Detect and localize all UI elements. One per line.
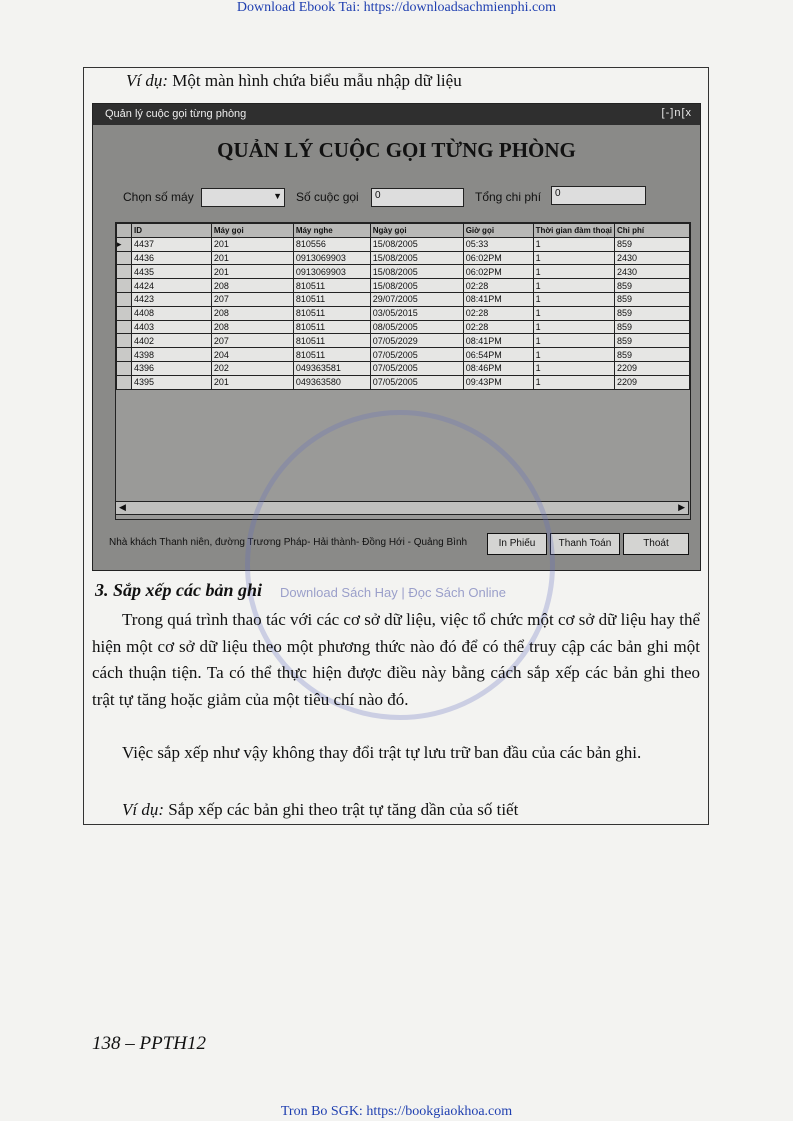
table-row[interactable] — [117, 265, 690, 279]
table-cell[interactable]: 4395 — [131, 375, 211, 389]
table-cell[interactable]: 4396 — [131, 361, 211, 375]
col-header[interactable]: Thời gian đàm thoại — [533, 224, 614, 238]
table-row[interactable] — [117, 279, 690, 293]
window-title: Quản lý cuộc gọi từng phòng — [105, 108, 247, 120]
table-cell[interactable]: 03/05/2015 — [370, 306, 463, 320]
table-cell[interactable]: 859 — [615, 348, 690, 362]
table-cell[interactable]: 07/05/2029 — [370, 334, 463, 348]
footer-sgk-link[interactable]: Tron Bo SGK: https://bookgiaokhoa.com — [280, 1104, 513, 1119]
col-header[interactable]: ID — [131, 224, 211, 238]
print-button[interactable]: In Phiếu — [487, 533, 547, 555]
example-text: Một màn hình chứa biểu mẫu nhập dữ liệu — [168, 71, 462, 90]
table-cell[interactable]: 208 — [211, 320, 293, 334]
table-cell[interactable]: 1 — [533, 292, 614, 306]
table-header-row — [117, 224, 690, 238]
table-cell[interactable]: 09:43PM — [463, 375, 533, 389]
table-cell[interactable]: 1 — [533, 279, 614, 293]
table-cell[interactable]: 810511 — [293, 334, 370, 348]
table-cell[interactable]: 06:02PM — [463, 251, 533, 265]
example-caption-2 — [92, 797, 700, 824]
col-header[interactable]: Máy gọi — [211, 224, 293, 238]
table-cell[interactable]: 201 — [211, 375, 293, 389]
table-cell[interactable]: 859 — [615, 306, 690, 320]
table-cell[interactable]: 810511 — [293, 320, 370, 334]
table-cell[interactable]: 4435 — [131, 265, 211, 279]
table-cell[interactable]: 208 — [211, 306, 293, 320]
table-cell[interactable]: 0913069903 — [293, 251, 370, 265]
table-cell[interactable]: 207 — [211, 334, 293, 348]
row-selector[interactable] — [117, 348, 132, 362]
table-cell[interactable]: 4398 — [131, 348, 211, 362]
table-cell[interactable]: 810511 — [293, 279, 370, 293]
table-cell[interactable]: 05:33 — [463, 237, 533, 251]
col-header[interactable]: Giờ gọi — [463, 224, 533, 238]
chon-so-may-label: Chọn số máy — [123, 190, 194, 204]
row-selector[interactable] — [117, 251, 132, 265]
table-cell[interactable]: 201 — [211, 237, 293, 251]
example-caption-1 — [126, 71, 462, 91]
example-label: Ví dụ: — [126, 71, 169, 90]
example-text: Sắp xếp các bản ghi theo trật tự tăng dần của số tiết — [164, 800, 519, 819]
table-row[interactable] — [117, 251, 690, 265]
table-cell[interactable]: 06:54PM — [463, 348, 533, 362]
call-count-field[interactable]: 0 — [371, 188, 464, 207]
table-row[interactable] — [117, 292, 690, 306]
address-footer: Nhà khách Thanh niên, đường Trương Pháp- Hải thành- Đồng Hới - Quảng Bình — [109, 537, 468, 548]
table-cell[interactable]: 4436 — [131, 251, 211, 265]
table-cell[interactable]: 08:41PM — [463, 334, 533, 348]
table-cell[interactable]: 15/08/2005 — [370, 251, 463, 265]
table-cell[interactable]: 859 — [615, 237, 690, 251]
table-cell[interactable]: 0913069903 — [293, 265, 370, 279]
page-number: 138 – PPTH12 — [92, 1033, 206, 1054]
row-selector[interactable] — [117, 375, 132, 389]
row-selector[interactable] — [117, 334, 132, 348]
table-cell[interactable]: 810556 — [293, 237, 370, 251]
table-row[interactable] — [117, 237, 690, 251]
table-cell[interactable]: 1 — [533, 265, 614, 279]
table-cell[interactable]: 2209 — [615, 375, 690, 389]
table-cell[interactable]: 02:28 — [463, 306, 533, 320]
col-header[interactable]: Máy nghe — [293, 224, 370, 238]
table-cell[interactable]: 29/07/2005 — [370, 292, 463, 306]
row-selector[interactable] — [117, 265, 132, 279]
chevron-down-icon[interactable]: ▼ — [273, 191, 282, 201]
table-cell[interactable]: 07/05/2005 — [370, 375, 463, 389]
table-cell[interactable]: 207 — [211, 292, 293, 306]
table-cell[interactable]: 4403 — [131, 320, 211, 334]
row-selector[interactable] — [117, 306, 132, 320]
table-cell[interactable]: 2430 — [615, 265, 690, 279]
total-cost-field[interactable]: 0 — [551, 186, 646, 205]
row-selector[interactable] — [117, 320, 132, 334]
table-cell[interactable]: 204 — [211, 348, 293, 362]
col-header[interactable]: Ngày gọi — [370, 224, 463, 238]
example-label: Ví dụ: — [122, 800, 165, 819]
table-cell[interactable]: 02:28 — [463, 279, 533, 293]
form-heading: QUẢN LÝ CUỘC GỌI TỪNG PHÒNG — [217, 138, 576, 162]
table-cell[interactable]: 08/05/2005 — [370, 320, 463, 334]
table-cell[interactable]: 1 — [533, 306, 614, 320]
table-cell[interactable]: 15/08/2005 — [370, 265, 463, 279]
table-cell[interactable]: 07/05/2005 — [370, 348, 463, 362]
header-download-link[interactable]: Download Ebook Tai: https://downloadsachmienphi.com — [236, 0, 557, 15]
table-cell[interactable]: 1 — [533, 320, 614, 334]
row-selector[interactable] — [117, 361, 132, 375]
table-row[interactable] — [117, 334, 690, 348]
window-controls[interactable]: [-]n[x — [661, 107, 692, 119]
table-row[interactable] — [117, 348, 690, 362]
table-cell[interactable]: 201 — [211, 251, 293, 265]
calls-table — [116, 223, 690, 390]
row-selector[interactable] — [117, 279, 132, 293]
table-cell[interactable]: 2430 — [615, 251, 690, 265]
table-cell[interactable]: 201 — [211, 265, 293, 279]
table-cell[interactable]: 049363581 — [293, 361, 370, 375]
exit-button[interactable]: Thoát — [623, 533, 689, 555]
row-selector[interactable] — [117, 292, 132, 306]
table-cell[interactable]: 202 — [211, 361, 293, 375]
table-cell[interactable]: 859 — [615, 279, 690, 293]
scroll-left-icon[interactable]: ◀ — [119, 502, 126, 512]
table-cell[interactable]: 07/05/2005 — [370, 361, 463, 375]
table-cell[interactable]: 2209 — [615, 361, 690, 375]
table-cell[interactable]: 1 — [533, 237, 614, 251]
table-cell[interactable]: 4402 — [131, 334, 211, 348]
table-cell[interactable]: 15/08/2005 — [370, 237, 463, 251]
table-cell[interactable]: 4424 — [131, 279, 211, 293]
table-cell[interactable]: 208 — [211, 279, 293, 293]
paragraph-2: Việc sắp xếp như vậy không thay đổi trật tự lưu trữ ban đầu của các bản ghi. — [122, 743, 642, 762]
scroll-right-icon[interactable]: ▶ — [678, 502, 685, 512]
table-cell[interactable]: 859 — [615, 334, 690, 348]
table-cell[interactable]: 859 — [615, 292, 690, 306]
col-header[interactable]: Chi phí — [615, 224, 690, 238]
table-cell[interactable]: 4408 — [131, 306, 211, 320]
table-cell[interactable]: 1 — [533, 251, 614, 265]
pay-button[interactable]: Thanh Toán — [550, 533, 620, 555]
table-cell[interactable]: 06:02PM — [463, 265, 533, 279]
table-row[interactable] — [117, 375, 690, 389]
table-cell[interactable]: 859 — [615, 320, 690, 334]
table-cell[interactable]: 810511 — [293, 348, 370, 362]
window-titlebar — [93, 104, 700, 125]
table-cell[interactable]: 15/08/2005 — [370, 279, 463, 293]
row-selector-header — [117, 224, 132, 238]
watermark-text: Download Sách Hay | Đọc Sách Online — [280, 585, 506, 600]
table-row[interactable] — [117, 306, 690, 320]
phone-select[interactable] — [201, 188, 285, 207]
table-cell[interactable]: 1 — [533, 375, 614, 389]
row-selector[interactable]: ▸ — [117, 237, 132, 251]
table-cell[interactable]: 08:46PM — [463, 361, 533, 375]
table-row[interactable] — [117, 320, 690, 334]
table-cell[interactable]: 02:28 — [463, 320, 533, 334]
section-heading: 3. Sắp xếp các bản ghi — [95, 580, 263, 600]
table-cell[interactable]: 4437 — [131, 237, 211, 251]
table-cell[interactable]: 1 — [533, 348, 614, 362]
table-cell[interactable]: 1 — [533, 361, 614, 375]
tong-chi-phi-label: Tổng chi phí — [475, 190, 542, 204]
table-cell[interactable]: 810511 — [293, 306, 370, 320]
table-cell[interactable]: 1 — [533, 334, 614, 348]
table-cell[interactable]: 4423 — [131, 292, 211, 306]
table-cell[interactable]: 08:41PM — [463, 292, 533, 306]
table-cell[interactable]: 810511 — [293, 292, 370, 306]
so-cuoc-goi-label: Số cuộc gọi — [296, 190, 359, 204]
table-cell[interactable]: 049363580 — [293, 375, 370, 389]
table-row[interactable] — [117, 361, 690, 375]
paragraph-1: Trong quá trình thao tác với các cơ sở dữ liệu, việc tổ chức một cơ sở dữ liệu hay thể hiện một cơ sở dữ liệu theo một phương thức nào đó để có thể truy cập các bản ghi một cách thuận tiện. Ta có thể thực hiện được điều này bằng cách sắp xếp các bản ghi theo trật tự tăng hoặc giảm của một tiêu chí nào đó. — [92, 610, 700, 709]
